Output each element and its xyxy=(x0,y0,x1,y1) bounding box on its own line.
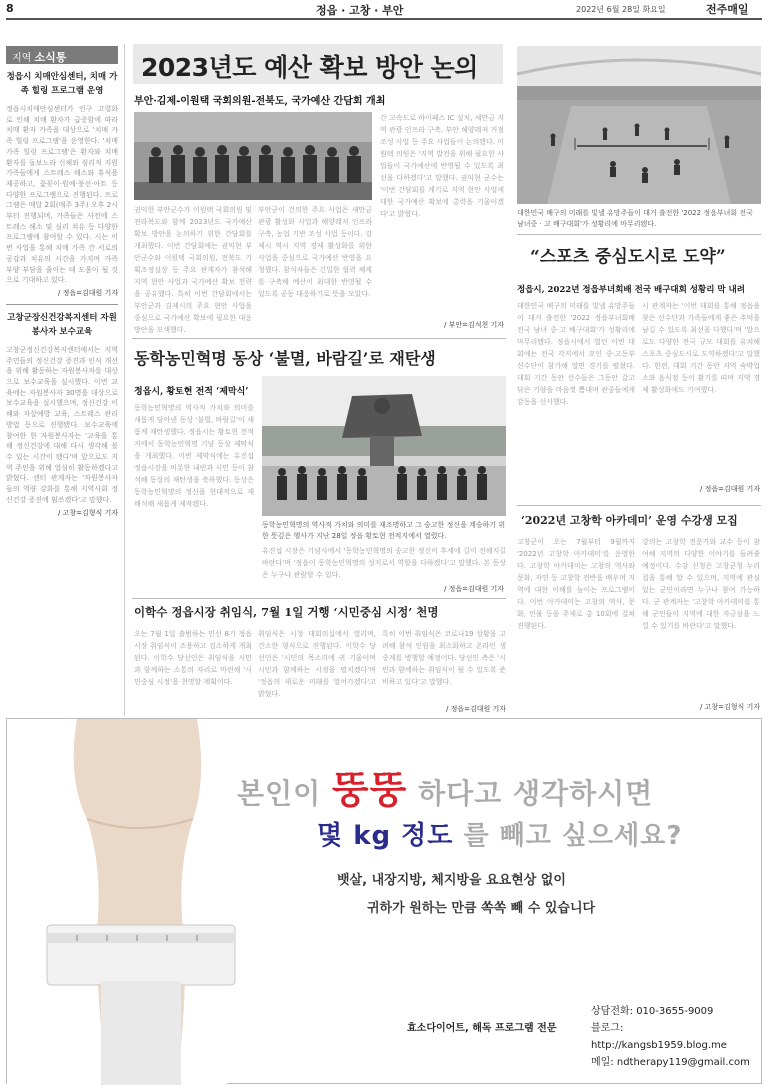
sidebar-story1-body: 정읍시치매안심센터가 인구 고령화로 인해 치매 환자가 급증함에 따라 치매 환자 가족을 대상으로 '치매 가족 힐링 프로그램'을 운영한다. '치매 가족 힐링 프로그램'은 환자와 치매 환자를 돌보느라 신체와 심리적 지원 가족들에게 스트레스 해소와 휴식을 제공하고, 꽃꽂이·원예·풍선·아트 등 다양한 프로그램으로 진행된다. 프로그램은 매달 2회(매주 3주) 오후 2시부터 진행되며, 가족들은 사전에 스트레스 해소 및 심리 치유 등 다양한 프로그램에 참여할 수 있다. 시는 이번 사업을 통해 치매 가족 간 서로의 공감과 치유의 시간을 가지며 가족 부양 부담을 줄이는 데 도움이 될 것으로 기대하고 있다. xyxy=(6,105,118,285)
volleyball-photo xyxy=(517,46,761,204)
issue-date: 2022년 6월 28일 화요일 xyxy=(576,5,666,14)
statue-photo-caption: 동학농민혁명의 역사적 가치와 의미를 재조명하고 그 숭고한 정신을 계승하기 위한 뜻깊은 행사가 지난 28일 정읍 황토현 전적지에서 열렸다. xyxy=(262,521,506,540)
ad-blog-link[interactable]: 블로그: http://kangsb1959.blog.me xyxy=(591,1023,727,1051)
statue-illustration xyxy=(262,376,506,516)
sports-body-col1: 대한민국 배구의 미래를 빛낼 유망주들이 대거 출전한 '2022 정읍부녀회배 전국 남녀 중·고 배구대회'가 성황리에 마무리됐다. 정읍시에서 열린 이번 대회에는 전국 각지에서 모인 중·고등부 선수단이 참가해 열띤 경기를 펼쳤다. 대회 기간 동안 선수들은 그동안 갈고닦은 기량을 마음껏 뽐내며 관중들에게 감동을 선사했다. xyxy=(517,302,635,406)
section-title: 정읍 · 고창 · 부안 xyxy=(316,4,404,17)
mayor-body-col1: 오는 7월 1일 출범하는 민선 8기 정읍시장 취임식이 조용하고 검소하게 개최된다. 이학수 당선인은 취임식을 시민과 함께하는 소통의 자리로 마련해 '시민중심 시정'을 천명할 계획이다. xyxy=(134,630,252,686)
budget-subhead: 부안·김제-이원택 국회의원-전북도, 국가예산 간담회 개최 xyxy=(134,96,386,107)
sports-credit: / 정읍=김대원 기자 xyxy=(699,485,760,493)
sidebar-story1-credit: / 정읍=김대원 기자 xyxy=(57,288,118,297)
budget-body-col3: 간 고속도로 하이패스 IC 설치, 새만금 지역 관광 인프라 구축, 부안 해양레저 거점 조성 사업 등 주요 사업들이 논의됐다. 이원택 의원은 '지역 발전을 위해 필요한 사업들이 국가예산에 반영될 수 있도록 최선을 다하겠다'고 말했다. 권익현 군수는 '이번 간담회를 계기로 지역 현안 사업에 대한 국가예산 확보에 총력을 기울이겠다'고 밝혔다. xyxy=(380,114,504,218)
statue-subhead: 정읍시, 황토현 전적 ‘제막식’ xyxy=(134,387,249,397)
statue-body-right: 유진섭 시장은 기념사에서 '동학농민혁명의 숭고한 정신이 후세에 길이 전해지길 바란다'며 '정읍이 동학농민혁명의 성지로서 역할을 다하겠다'고 말했다. 본 동상은 누구나 관람할 수 있다. xyxy=(262,547,506,579)
academy-body-col1: 고창군이 오는 7월부터 9월까지 '2022년 고창학 아카데미'를 운영한다. 고창학 아카데미는 고창의 역사와 문화, 자연 등 고창학 전반을 배우며 지역에 대한 이해를 높이는 프로그램이다. 이번 아카데미는 고창의 역사, 문화, 인물 등을 주제로 총 10회에 걸쳐 진행된다. xyxy=(517,538,635,630)
ad-contact xyxy=(591,1003,761,1071)
volleyball-photo-caption: 대한민국 배구의 미래를 빛낼 유망주들이 대거 출전한 '2022 정읍부녀회 전국 남녀중 · 고 배구대회'가 성황리에 마무리됐다. xyxy=(517,209,753,228)
divider xyxy=(132,598,506,599)
statue-ceremony-photo xyxy=(262,376,506,516)
budget-credit: / 부안=김석천 기자 xyxy=(443,321,504,329)
statue-credit: / 정읍=김대원 기자 xyxy=(443,585,504,593)
budget-meeting-photo xyxy=(134,112,372,200)
ad-copy-1: 뱃살, 내장지방, 체지방을 요요현상 없이 xyxy=(337,873,566,888)
sidebar-story1-title: 정읍시 치매안심센터, 치매 가족 힐링 프로그램 운영 xyxy=(6,72,118,96)
divider xyxy=(517,234,761,235)
mayor-headline: 이학수 정읍시장 취임식, 7월 1일 거행 ‘시민중심 시정’ 천명 xyxy=(134,605,439,619)
page-number: 8 xyxy=(6,2,14,15)
divider xyxy=(6,304,118,305)
academy-body-col2: 강의는 고창학 전문가와 교수 등이 참여해 지역의 다양한 이야기를 들려줄 예정이다. 수강 신청은 고창군청 누리집을 통해 할 수 있으며, 지역에 관심 있는 군민이라면 누구나 참여 가능하다. 군 관계자는 '고창학 아카데미를 통해 군민들이 지역에 대한 자긍심을 느낄 수 있기를 바란다'고 말했다. xyxy=(642,538,760,630)
budget-headline: 2023년도 예산 확보 방안 논의 xyxy=(133,44,503,84)
paper-name: 전주매일 xyxy=(706,3,749,16)
ad-copy-2: 귀하가 원하는 만큼 쏙쏙 빼 수 있습니다 xyxy=(367,901,596,916)
statue-headline: 동학농민혁명 동상 ‘불멸, 바람길’로 재탄생 xyxy=(134,349,436,368)
ad-model-figure xyxy=(7,719,227,1085)
volleyball-court-illustration xyxy=(517,46,761,204)
sports-subhead: 정읍시, 2022년 정읍부녀회배 전국 배구대회 성황리 막 내려 xyxy=(517,285,745,295)
sidebar-label: 지역 소식통 xyxy=(6,46,118,64)
mayor-body-col2: 취임식은 시청 대회의실에서 열리며, 간소한 형식으로 진행된다. 이학수 당선인은 '시민의 목소리에 귀 기울이며 시민과 함께하는 시정을 펼치겠다'며 '정읍의 새로운 미래를 열어가겠다'고 밝혔다. xyxy=(258,630,376,698)
sidebar-news-brief xyxy=(6,46,118,744)
mayor-body-col3: 특히 이번 취임식은 코로나19 상황을 고려해 참석 인원을 최소화하고 온라인 생중계를 병행할 예정이다. 당선인 측은 '시민과 함께하는 취임식이 될 수 있도록 준비하고 있다'고 말했다. xyxy=(382,630,506,686)
sidebar-label-title: 소식통 xyxy=(34,51,67,64)
ad-headline-2: 몇 kg 정도 를 빼고 싶으세요? xyxy=(317,821,683,851)
ad-email[interactable]: 메일: ndtherapy119@gmail.com xyxy=(591,1057,750,1068)
budget-body-col1: 권익현 부안군수가 이원택 국회의원 및 전라북도와 함께 2023년도 국가예산 확보 방안을 논의하기 위한 간담회를 개최했다. 이번 간담회에는 권익현 부안군수와 이원택 국회의원, 전북도 기획조정실장 등 주요 관계자가 참석해 지역 현안 사업과 국가예산 확보 전략을 공유했다. 특히 이번 간담회에서는 부안군과 김제시의 주요 현안 사업을 중심으로 국가예산 확보에 필요한 대응 방안을 모색했다. xyxy=(134,206,252,334)
divider xyxy=(132,338,506,339)
academy-credit: / 고창=김형식 기자 xyxy=(699,703,760,711)
ad-highlight-word: 뚱뚱 xyxy=(331,768,408,812)
sidebar-story2-body: 고창군정신건강복지센터에서는 지역 주민들의 정신건강 증진과 인식 개선을 위해 활동하는 자원봉사자를 대상으로 보수교육을 실시했다. 이번 교육에는 자원봉사자 30명을 대상으로 보수교육을 실시했으며, 정신건강 이해와 자살예방 교육, 스트레스 관리 방법 등으로 진행됐다. 보수교육에 참여한 한 자원봉사자는 '교육을 통해 정신건강에 대해 다시 생각해 볼 수 있는 시간이 됐다'며 앞으로도 지역 주민을 위해 열심히 활동하겠다고 밝혔다. 센터 관계자는 '자원봉사자들의 역량 강화를 통해 지역사회 정신건강 증진에 힘쓰겠다'고 말했다. xyxy=(6,345,118,504)
academy-headline: ‘2022년 고창학 아카데미’ 운영 수강생 모집 xyxy=(521,514,738,527)
sidebar-story2-credit: / 고창=김형식 기자 xyxy=(57,508,118,517)
sports-body-col2: 시 관계자는 '이번 대회를 통해 정읍을 찾은 선수단과 가족들에게 좋은 추억을 남길 수 있도록 최선을 다했다'며 '앞으로도 다양한 전국 규모 대회를 유치해 스포츠 중심도시로 도약하겠다'고 말했다. 한편, 대회 기간 동안 지역 숙박업소와 음식점 등이 활기를 띠며 지역 경제 활성화에도 기여했다. xyxy=(642,302,760,394)
ad-headline-1: 본인이 뚱뚱 하다고 생각하시면 xyxy=(237,768,654,812)
budget-body-col2: 부안군이 건의한 주요 사업은 새만금 관광 활성화 사업과 해양레저 인프라 구축, 농업 기반 조성 사업 등이다. 김제시 역시 지역 경제 활성화를 위한 사업을 중심으로 국가예산 반영을 요청했다. 참석자들은 긴밀한 협력 체계를 구축해 예산이 최대한 반영될 수 있도록 공동 대응하기로 뜻을 모았다. xyxy=(258,206,372,298)
divider xyxy=(517,505,761,506)
sports-headline: “스포츠 중심도시로 도약” xyxy=(530,247,726,267)
mayor-credit: / 정읍=김대원 기자 xyxy=(445,705,506,713)
statue-body: 동학농민혁명의 역사적 가치와 의미를 새롭게 담아낸 동상 '불멸, 바람길'이 새롭게 재탄생했다. 정읍시는 황토현 전적지에서 동학농민혁명 기념 동상 제막식을 개최했다. 이번 제막식에는 유진섭 정읍시장을 비롯한 내빈과 시민 등이 참석해 동상의 재탄생을 축하했다. 동상은 동학농민혁명의 정신을 현대적으로 재해석해 새롭게 제작됐다. xyxy=(134,404,254,508)
sidebar-story2-title: 고창군장신건강복지센터 자원봉사자 보수교육 xyxy=(7,312,117,337)
ad-brand: 효소다이어트, 해독 프로그램 전문 xyxy=(407,1023,557,1034)
diet-advertisement xyxy=(6,718,762,1084)
ad-phone: 상담전화: 010-3655-9009 xyxy=(591,1006,714,1017)
column-divider xyxy=(124,44,125,716)
group-photo-illustration xyxy=(134,112,372,200)
page-header xyxy=(6,0,762,20)
